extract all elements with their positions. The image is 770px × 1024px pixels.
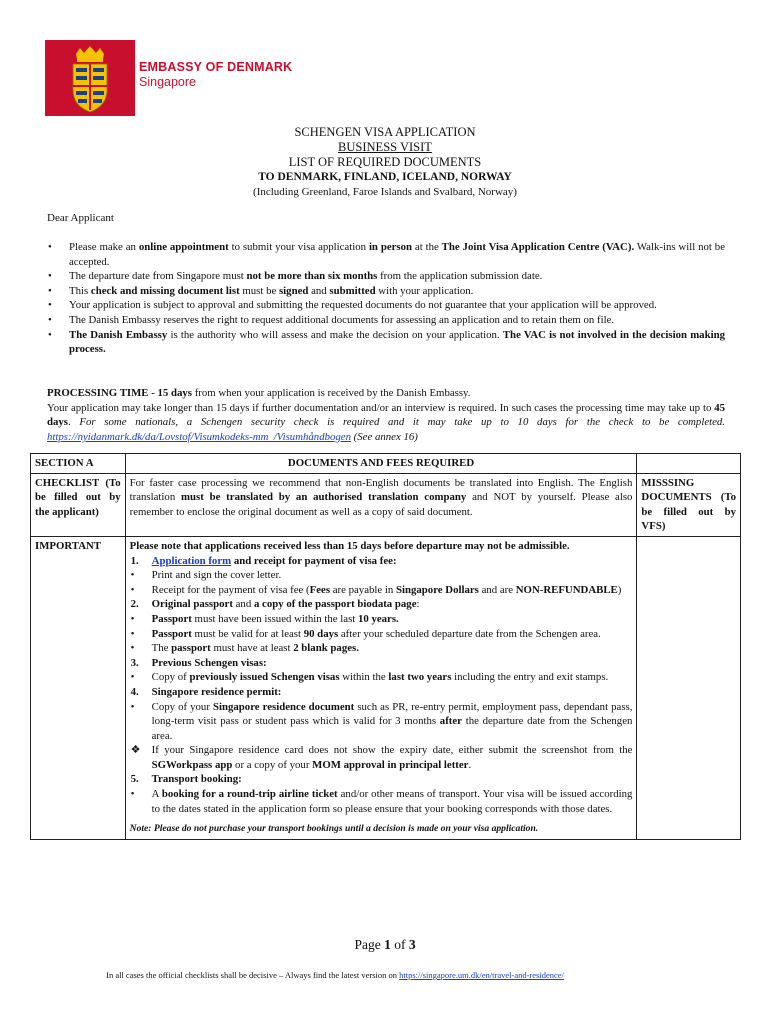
important-label: IMPORTANT — [31, 536, 126, 839]
embassy-logo — [45, 40, 135, 116]
requirements-table — [30, 453, 741, 840]
list-item — [47, 328, 725, 357]
requirement-run: last two years — [388, 671, 452, 684]
requirement-run[interactable]: Application form — [151, 554, 232, 567]
requirement-run: and — [232, 598, 254, 611]
danish-crest-icon — [45, 40, 135, 116]
page-current: 1 — [384, 937, 391, 952]
vfs-check-cell[interactable] — [637, 536, 741, 839]
requirement-run: Fees — [309, 583, 331, 596]
requirement-run: 90 days — [303, 627, 339, 640]
bullet-icon: • — [48, 270, 52, 283]
requirement-run: MOM approval in principal letter — [312, 758, 469, 771]
brand-location: Singapore — [139, 75, 196, 89]
bullet-text-run: submitted — [329, 284, 376, 297]
requirement-run: Copy of — [151, 671, 190, 684]
requirement-run: are payable in — [330, 583, 396, 596]
important-row — [31, 536, 741, 839]
requirement-run: within the — [339, 671, 389, 684]
requirement-run: and/or other means of transport. Your visa will be issued according to the dates stated in the application form so please ensure that your booking corresponds with those dates. — [151, 788, 633, 815]
bullet-text-run: in person — [368, 241, 413, 253]
item-marker: 3. — [130, 656, 139, 669]
item-marker: • — [130, 671, 135, 684]
instruction-list — [47, 240, 725, 357]
checklist-run: For faster case processing we recommend that non-English documents be translated into English. The English translation — [129, 476, 633, 504]
bullet-text-run: Please make an — [69, 241, 139, 253]
requirement-item — [130, 539, 633, 554]
checklist-text — [125, 473, 637, 536]
item-marker: • — [130, 642, 135, 655]
bullet-text-run: with your application. — [375, 284, 474, 297]
requirement-run: previously issued Schengen visas — [189, 671, 340, 684]
item-marker: • — [130, 569, 135, 582]
processing-run: For some nationals, a Schengen security check is required and it may take up to 10 days for the check to be completed. — [79, 416, 726, 429]
processing-time — [47, 386, 725, 444]
requirement-run: including the entry and exit stamps. — [451, 671, 609, 684]
requirement-run: Passport — [151, 627, 192, 640]
transport-note: Note: Please do not purchase your transport bookings until a decision is made on your visa application. — [129, 823, 539, 835]
requirement-run: Singapore residence document — [212, 700, 355, 713]
requirement-run: 2 blank pages. — [293, 642, 359, 655]
embassy-brand — [139, 60, 292, 90]
bullet-icon: • — [48, 328, 52, 341]
requirement-item — [130, 554, 633, 569]
requirement-run: such as PR, re-entry permit, employment pass, dependant pass, long-term visit pass or student pass which is valid for 3 months — [151, 700, 633, 728]
bullet-icon: • — [48, 299, 52, 312]
bullet-text-run: from the application submission date. — [377, 270, 543, 283]
list-item — [47, 298, 725, 313]
bullet-text-run: must be — [239, 284, 279, 297]
important-content — [125, 536, 637, 839]
vfs-header-cell — [637, 454, 741, 474]
bullet-icon: • — [48, 241, 52, 253]
bullet-text-run: to submit your visa application — [228, 241, 369, 253]
footer-link[interactable]: https://singapore.um.dk/en/travel-and-residence/ — [399, 970, 564, 980]
title-list: LIST OF REQUIRED DOCUMENTS — [288, 155, 482, 169]
bullet-text-run: not be more than six months — [246, 270, 378, 283]
bullet-text-run: and — [308, 284, 330, 297]
checklist-label: CHECKLIST (To be filled out by the applicant) — [31, 473, 126, 536]
brand-name: EMBASSY OF DENMARK — [139, 60, 293, 74]
item-marker: 1. — [130, 554, 139, 567]
requirement-run: SGWorkpass app — [151, 758, 233, 771]
requirement-run: Print and sign the cover letter. — [151, 569, 282, 582]
table-header-row — [31, 454, 741, 474]
requirement-run: 10 years. — [357, 612, 399, 625]
processing-run: from when your application is received by the Danish Embassy. — [192, 387, 471, 399]
bullet-icon: • — [48, 284, 52, 297]
processing-run[interactable]: https://nyidanmark.dk/da/Lovstof/Visumkodeks-mm_/Visumhåndbogen — [47, 430, 351, 443]
requirement-run: Please note that applications received less than 15 days before departure may not be admissible. — [129, 539, 570, 552]
footer — [0, 970, 670, 980]
requirement-item — [130, 568, 633, 583]
greeting: Dear Applicant — [47, 212, 114, 224]
requirement-item — [130, 641, 633, 656]
bullet-text-run: This — [69, 284, 91, 297]
requirement-item — [130, 743, 633, 772]
requirement-run: Previous Schengen visas: — [151, 656, 267, 669]
requirement-run: passport — [171, 642, 211, 655]
list-item — [47, 240, 725, 269]
page-number — [0, 937, 770, 953]
page-label: Page — [354, 937, 385, 952]
requirement-run: ) — [617, 583, 622, 596]
item-marker: 2. — [130, 598, 139, 611]
requirement-run: must have at least — [210, 642, 294, 655]
processing-run: (See annex 16) — [350, 430, 418, 443]
section-header: SECTION A — [31, 454, 126, 474]
requirement-run: : — [416, 598, 420, 611]
requirement-run: Transport booking: — [151, 773, 242, 786]
requirement-run: Passport — [151, 612, 192, 625]
bullet-icon: • — [48, 313, 52, 326]
requirement-run: or a copy of your — [232, 758, 313, 771]
requirement-item — [130, 787, 633, 816]
bullet-text-run: signed — [278, 284, 309, 297]
requirement-item — [130, 700, 633, 744]
requirement-run: booking for a round-trip airline ticket — [161, 788, 338, 801]
item-marker: 5. — [130, 773, 139, 786]
bullet-text-run: The Danish Embassy reserves the right to request additional documents for assessing an application and to retain them on file. — [69, 313, 615, 326]
list-item — [47, 313, 725, 328]
requirement-run: must be valid for at least — [191, 627, 304, 640]
bullet-text-run: The Joint Visa Application Centre (VAC). — [441, 241, 635, 253]
checklist-run: must be translated by an authorised translation company — [181, 491, 467, 504]
bullet-text-run: at the — [412, 241, 442, 253]
checklist-row — [31, 473, 741, 536]
title-sub: BUSINESS VISIT — [338, 140, 432, 154]
requirement-run: If your Singapore residence card does not show the expiry date, either submit the screenshot from the — [151, 744, 633, 757]
requirement-run: the departure date from the Schengen area. — [151, 715, 633, 742]
bullet-text-run: The VAC is not involved in the decision making process. — [69, 328, 725, 356]
bullet-text-run: Walk-ins will not be accepted. — [69, 241, 725, 268]
documents-header: DOCUMENTS AND FEES REQUIRED — [125, 454, 637, 474]
item-marker: ❖ — [130, 744, 141, 757]
requirement-item — [130, 670, 633, 685]
title-including: (Including Greenland, Faroe Islands and Svalbard, Norway) — [253, 186, 517, 198]
bullet-text-run: The Danish Embassy — [69, 328, 168, 341]
requirement-item — [130, 685, 633, 700]
processing-run: . — [68, 416, 80, 429]
processing-run: 45 days — [47, 401, 725, 429]
processing-run: PROCESSING TIME - 15 days — [47, 387, 192, 399]
bullet-text-run: is the authority who will assess and make the decision on your application. — [167, 328, 503, 341]
page-total: 3 — [408, 937, 416, 952]
requirement-run: The — [151, 642, 172, 655]
document-title — [0, 125, 770, 200]
item-marker: • — [130, 583, 135, 596]
list-item — [47, 269, 725, 284]
requirement-run: Original passport — [151, 598, 233, 611]
bullet-text-run: The departure date from Singapore must — [69, 270, 247, 283]
requirement-run: after — [439, 715, 462, 728]
requirement-run: and are — [478, 583, 516, 596]
requirement-run: . — [468, 758, 472, 771]
requirement-run: Singapore residence permit: — [151, 685, 282, 698]
processing-run: Your application may take longer than 15 days if further documentation and/or an interview is required. In such cases the processing time may take up to — [47, 401, 715, 414]
item-marker: • — [130, 788, 135, 801]
item-marker: • — [130, 612, 135, 625]
requirement-run: Singapore Dollars — [395, 583, 479, 596]
requirement-run: A — [151, 788, 162, 801]
requirement-run: NON-REFUNDABLE — [515, 583, 618, 596]
title-countries: TO DENMARK, FINLAND, ICELAND, NORWAY — [258, 171, 512, 183]
requirement-item — [130, 597, 633, 612]
bullet-text-run: Your application is subject to approval and submitting the requested documents do not guarantee that your application will be approved. — [69, 299, 657, 312]
requirement-run: Receipt for the payment of visa fee ( — [151, 583, 310, 596]
requirement-run: and receipt for payment of visa fee: — [231, 554, 397, 567]
page-of: of — [390, 937, 409, 952]
requirement-item — [130, 656, 633, 671]
requirement-run: must have been issued within the last — [191, 612, 358, 625]
item-marker: • — [130, 627, 135, 640]
requirement-item — [130, 627, 633, 642]
list-item — [47, 284, 725, 299]
title-main: SCHENGEN VISA APPLICATION — [294, 125, 476, 139]
requirement-run: Copy of your — [151, 700, 213, 713]
item-marker: • — [130, 700, 135, 713]
item-marker: 4. — [130, 685, 139, 698]
requirement-item — [130, 583, 633, 598]
missing-documents-label: MISSSING DOCUMENTS (To be filled out by VFS) — [637, 473, 741, 536]
requirement-run: after your scheduled departure date from the Schengen area. — [338, 627, 601, 640]
requirement-run: a copy of the passport biodata page — [253, 598, 417, 611]
requirement-item — [130, 612, 633, 627]
bullet-text-run: check and missing document list — [90, 284, 240, 297]
checklist-run: and NOT by yourself. Please also remember to enclose the original document as well as a copy of said document. — [129, 491, 633, 518]
requirement-item — [130, 772, 633, 787]
bullet-text-run: online appointment — [138, 241, 229, 253]
footer-text: In all cases the official checklists shall be decisive – Always find the latest version on — [106, 970, 400, 980]
